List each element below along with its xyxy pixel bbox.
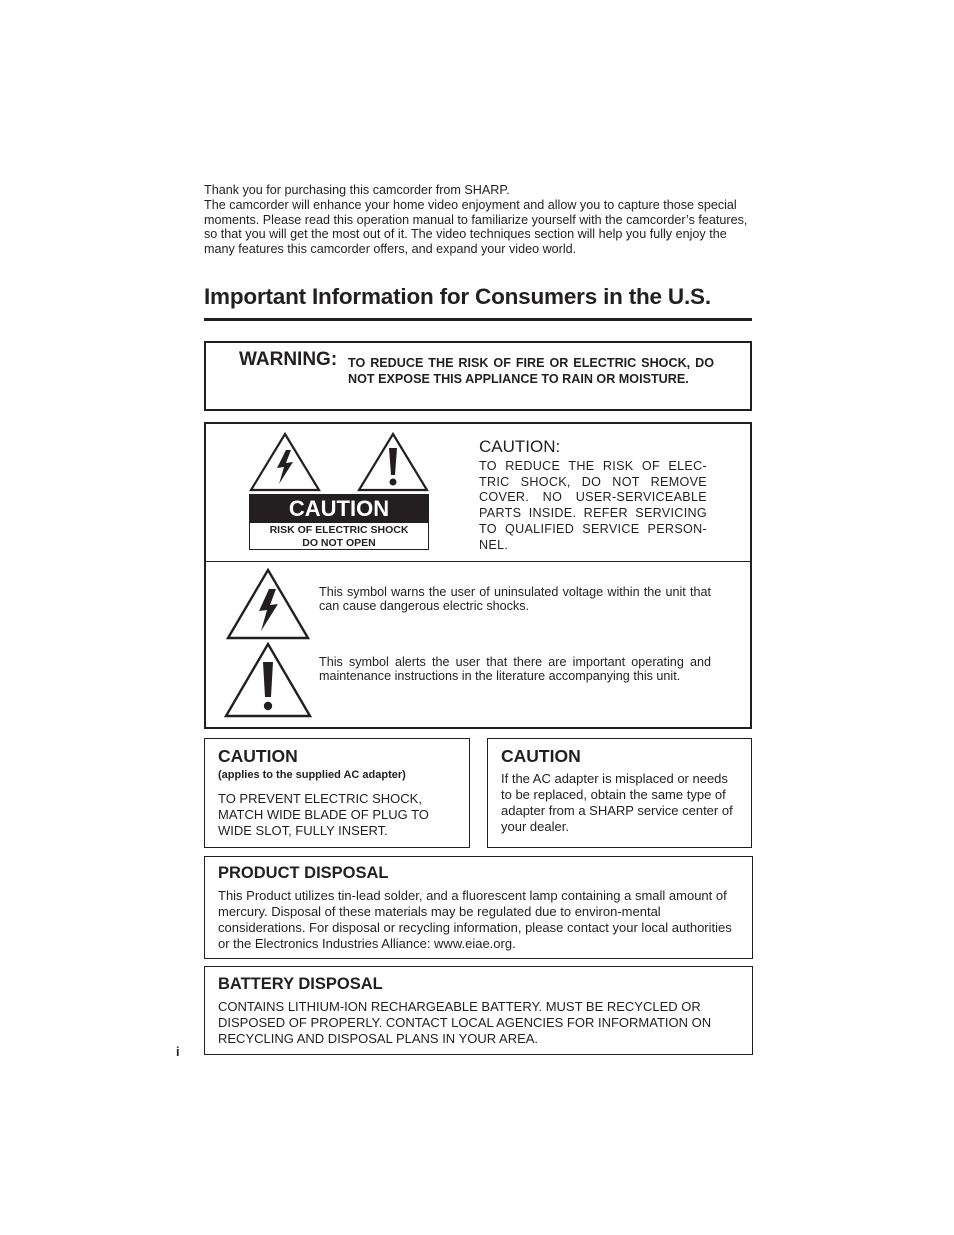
- warning-box: [204, 341, 752, 411]
- exclamation-triangle-icon: [357, 432, 429, 492]
- warning-text: TO REDUCE THE RISK OF FIRE OR ELECTRIC SHOCK, DO NOT EXPOSE THIS APPLIANCE TO RAIN OR MOISTURE.: [348, 356, 714, 386]
- heading-rule: [204, 318, 752, 321]
- exclamation-symbol-description: This symbol alerts the user that there are important operating and maintenance instructions in the literature accompanying this unit.: [319, 655, 711, 683]
- product-disposal-box: [204, 856, 753, 959]
- caution-sign-title: CAUTION: [250, 495, 428, 523]
- intro-paragraph: [204, 183, 756, 257]
- battery-disposal-body: CONTAINS LITHIUM-ION RECHARGEABLE BATTERY. MUST BE RECYCLED OR DISPOSED OF PROPERLY. CONTACT LOCAL AGENCIES FOR INFORMATION ON RECYCLING AND DISPOSAL PLANS IN YOUR AREA.: [218, 999, 712, 1046]
- product-disposal-body: This Product utilizes tin-lead solder, and a fluorescent lamp containing a small amount of mercury. Disposal of these materials may be regulated due to environ-mental considerations. For disposal or recycling information, please contact your local authorities or the Electronics Industries Alliance: www.eiae.org.: [218, 888, 732, 951]
- caution-divider: [206, 561, 750, 562]
- page-title: Important Information for Consumers in the U.S.: [204, 284, 711, 309]
- lightning-triangle-icon: [226, 568, 310, 640]
- caution-sign-subtitle: [250, 524, 428, 549]
- lightning-triangle-icon: [249, 432, 321, 492]
- caution-sign-sub1: RISK OF ELECTRIC SHOCK: [269, 524, 409, 536]
- caution-symbols-box: [204, 422, 752, 729]
- adapter-replacement-caution-box: [487, 738, 752, 848]
- ac-caution-title: CAUTION: [218, 746, 298, 766]
- battery-disposal-title: BATTERY DISPOSAL: [218, 975, 383, 993]
- warning-label: WARNING:: [239, 349, 338, 370]
- caution-sign-sub2: DO NOT OPEN: [302, 536, 376, 549]
- intro-line-1: Thank you for purchasing this camcorder from SHARP.: [204, 183, 510, 197]
- battery-disposal-box: [204, 966, 753, 1055]
- adapter-caution-body: If the AC adapter is misplaced or needs to be replaced, obtain the same type of adapter from a SHARP service center of your dealer.: [501, 771, 733, 834]
- intro-line-2: The camcorder will enhance your home video enjoyment and allow you to capture those special moments. Please read this operation manual to familiarize yourself with the camcorder’s features, so that you will get the most out of it. The video techniques section will help you fully enjoy the many features this camcorder offers, and expand your video world.: [204, 197, 748, 257]
- product-disposal-title: PRODUCT DISPOSAL: [218, 864, 389, 882]
- ac-caution-body: TO PREVENT ELECTRIC SHOCK, MATCH WIDE BLADE OF PLUG TO WIDE SLOT, FULLY INSERT.: [218, 791, 429, 838]
- ac-caution-subtitle: (applies to the supplied AC adapter): [218, 769, 406, 781]
- exclamation-triangle-icon: [224, 642, 312, 718]
- page-number: i: [176, 1045, 180, 1059]
- lightning-symbol-description: This symbol warns the user of uninsulated voltage within the unit that can cause dangerous electric shocks.: [319, 585, 711, 613]
- adapter-caution-title: CAUTION: [501, 746, 581, 766]
- ac-adapter-caution-box: [204, 738, 470, 848]
- caution-sign: [249, 494, 429, 550]
- caution-body: TO REDUCE THE RISK OF ELEC-TRIC SHOCK, DO NOT REMOVE COVER. NO USER-SERVICEABLE PARTS INSIDE. REFER SERVICING TO QUALIFIED SERVICE PERSON-NEL.: [479, 459, 707, 552]
- caution-title: CAUTION:: [479, 437, 561, 456]
